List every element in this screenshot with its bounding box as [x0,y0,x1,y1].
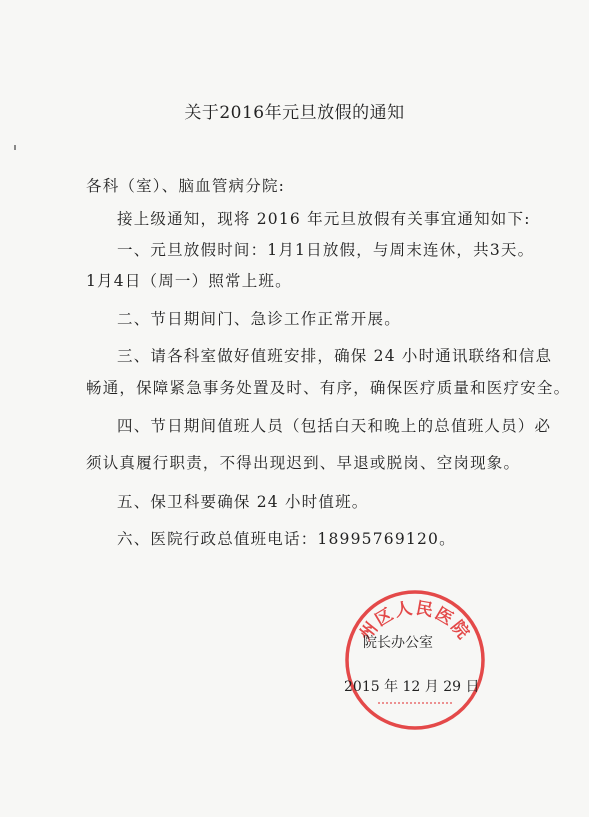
paragraph-6: 六、医院行政总值班电话：18995769120。 [117,530,456,548]
paragraph-4-cont: 须认真履行职责，不得出现迟到、早退或脱岗、空岗现象。 [86,454,521,472]
signature-date: 2015 年 12 月 29 日 [344,679,480,695]
paragraph-4: 四、节日期间值班人员（包括白天和晚上的总值班人员）必 [117,417,552,435]
paragraph-3: 三、请各科室做好值班安排，确保 24 小时通讯联络和信息 [117,347,553,365]
official-seal [340,585,490,735]
seal-text: 州区人民医院 [355,598,475,645]
scan-mark [14,145,16,150]
paragraph-5: 五、保卫科要确保 24 小时值班。 [117,493,369,511]
signature-office: 院长办公室 [363,635,433,651]
salutation: 各科（室）、脑血管病分院: [86,177,286,195]
paragraph-intro: 接上级通知，现将 2016 年元旦放假有关事宜通知如下: [117,210,531,228]
paragraph-1: 一、元旦放假时间：1月1日放假，与周末连休，共3天。 [117,241,535,259]
paragraph-2: 二、节日期间门、急诊工作正常开展。 [117,310,401,328]
paragraph-3-cont: 畅通，保障紧急事务处置及时、有序，确保医疗质量和医疗安全。 [86,379,571,397]
notice-title: 关于2016年元旦放假的通知 [184,103,405,123]
paragraph-1-cont: 1月4日（周一）照常上班。 [86,272,292,290]
